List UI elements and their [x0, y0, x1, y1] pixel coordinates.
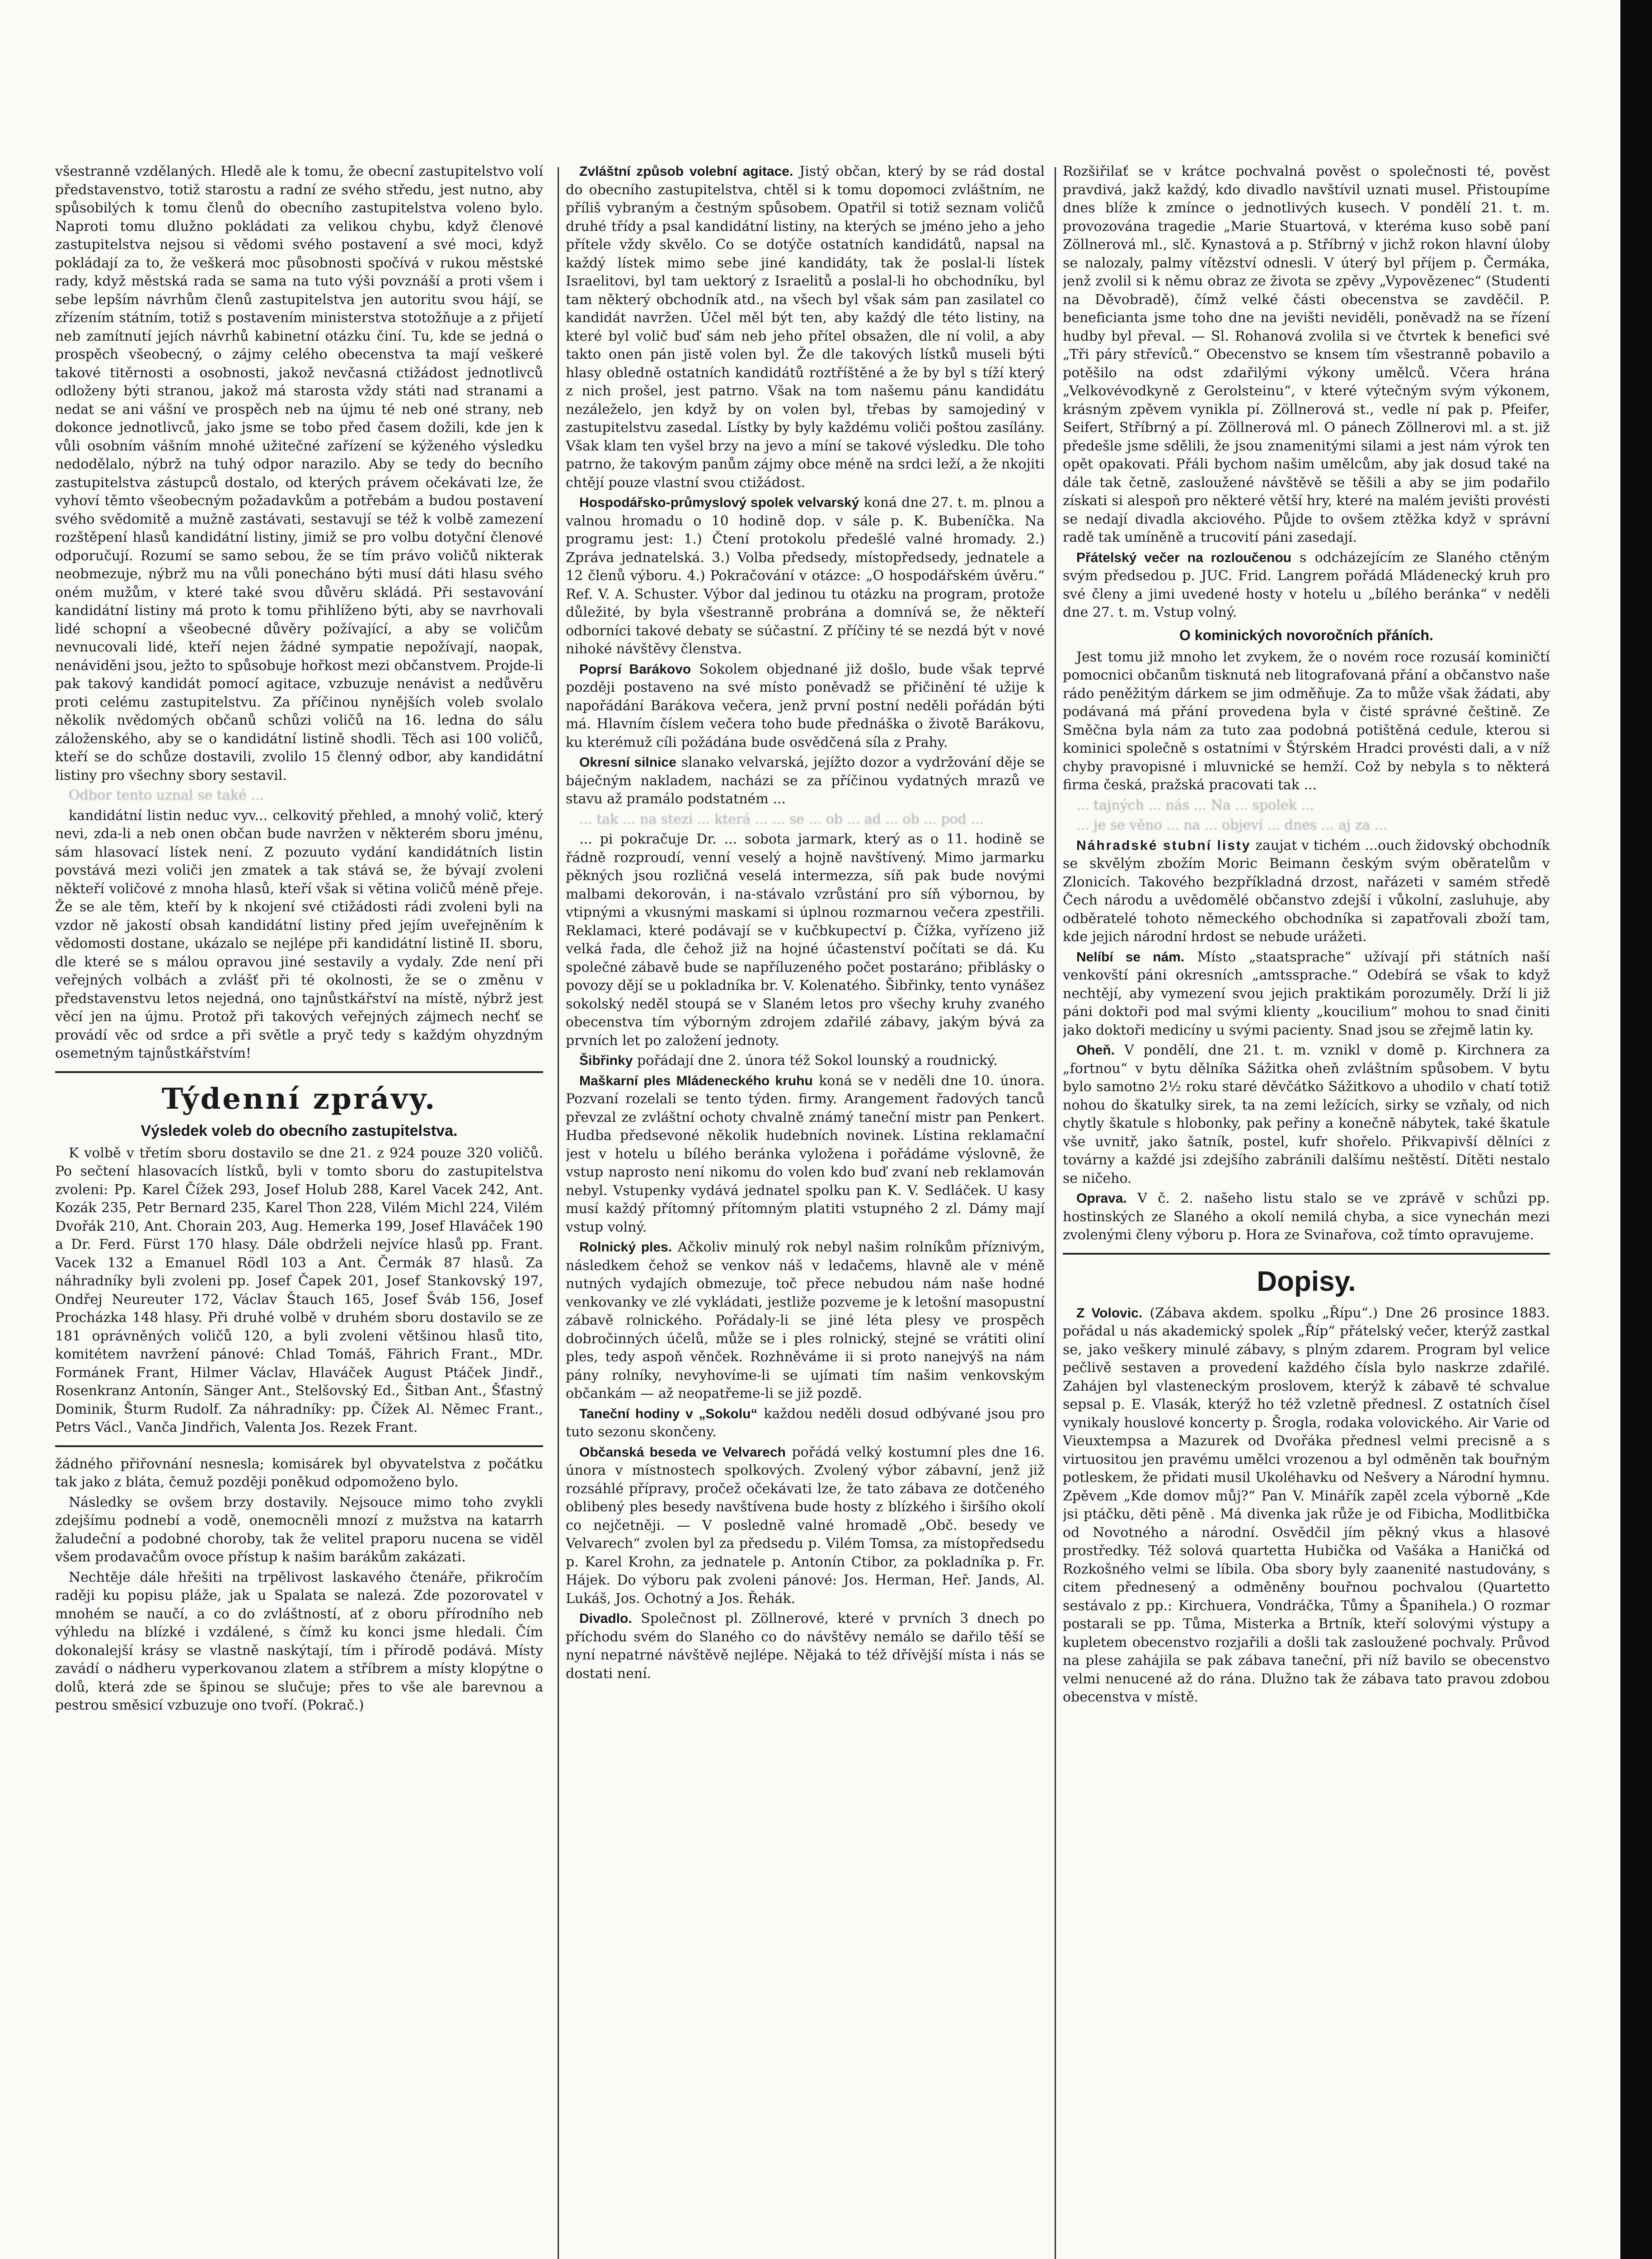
article-paragraph: Následky se ovšem brzy dostavily. Nejsouce mimo toho zvykli zdejšímu podnebí a vodě, onemocněli mnozí z mužstva na katarrh žaludeční a podobné choroby, tak že velitel praporu nucena se viděl všem prodavačům ovoce přístup k našim barákům zakázati. — [55, 1494, 543, 1565]
news-item — [566, 1052, 1045, 1070]
news-text: pořádají dne 2. února též Sokol lounský a roudnický. — [637, 1053, 998, 1069]
news-lead: Maškarní ples Mládeneckého kruhu — [579, 1073, 813, 1088]
scan-border — [1620, 0, 1652, 2259]
article-paragraph: K volbě v třetím sboru dostavilo se dne 21. z 924 pouze 320 voličů. Po sečtení hlasovacích lístků, byli v tomto sboru do zastupitelstva zvoleni: Pp. Karel Čížek 293, Josef Holub 288, Karel Vacek 242, Ant. Kozák 235, Petr Bernard 235, Karel Thon 228, Vilém Michl 224, Vilém Dvořák 210, Ant. Chorain 203, Aug. Hemerka 199, Josef Hlaváček 190 a Dr. Ferd. Fürst 170 hlasy. Dále obdrželi nejvíce hlasů pp. Frant. Vacek 132 a Emanuel Rödl 103 a Ant. Čermák 87 hlasů. Za náhradníky byli zvoleni pp. Josef Čapek 201, Josef Stankovský 197, Ondřej Neureuter 172, Václav Štauch 165, Josef Šváb 156, Josef Procházka 148 hlasy. Při druhé volbě v druhém sboru dostavilo se ze 181 oprávněných voličů 120, a byli zvoleni většinou hlasů tito, komitétem navržení pánové: Chlad Tomáš, Fährich Frant., MDr. Formánek Frant, Hilmer Václav, Hlaváček August Ptáček Jindř., Rosenkranz Antonín, Sänger Ant., Stelšovský Ed., Šitban Ant., Šťastný Dominik, Šturm Rudolf. Za náhradníky: pp. Čížek Al. Němec Frant., Petrs Václ., Vanča Jindřich, Valenta Jos. Rezek Frant. — [55, 1145, 543, 1435]
article-paragraph: žádného přiřovnání nesnesla; komisárek byl obyvatelstva z počátku tak jako z bláta, čemuž později poněkud odpomoženo bylo. — [55, 1456, 543, 1490]
faded-paragraph: ... tajných ... nás ... Na ... spolek ... — [1076, 797, 1314, 813]
news-item — [566, 1238, 1045, 1403]
column-rule — [558, 167, 559, 2259]
section-title: Týdenní zprávy. — [161, 1082, 437, 1116]
news-text: Jistý občan, který by se rád dostal do obecního zastupitelstva, chtěl si k tomu dopomoci zvláštním, ne příliš vybraným a čestným spůsobem. Opatřil si totiž seznam voličů druhé třídy a psal kandidátní listiny, na kterých se jméno jeho a jeho přítele vždy skvělo. Co se dotýče ostatních kandidátů, napsal na každý lístek mimo sebe jiné kandidáty, tak že poslal-li lístek Israelitovi, byl tam uektorý z Israelitů a poslal-li ho obchodníku, byl tam některý obchodník atd., na všech byl však sám pan zasilatel co kandidát navržen. Účel měl být ten, aby každý dle této listiny, na které byl volič buď sám neb jeho přítel obsažen, dle ní volil, a aby takto onen pán jistě volen byl. Že dle takových lístků museli býti hlasy obledně ostatních kandidátů roztříštěné a že by byl s tíží který z nich prošel, jest patrno. Však na tom našemu pánu kandidátu nezáleželo, jen když by on volen byl, třebas by samojediný v zastupitelstvu zasedal. Lístky by byly každému voliči poštou zasílány. Však klam ten vyšel brzy na jevo a míní se takové výsledku. Dle toho patrno, že takovým panům zájmy obce méně na srdci leží, a že nkojiti chtějí pouze vlastní svou ctižádost. — [566, 164, 1045, 491]
news-text: koná se v neděli dne 10. února. Pozvaní rozelali se tento týden. firmy. Arangement řadových tanců převzal ze zvláštní ochoty chvalně známý taneční mistr pan Penkert. Hudba předsevoné několik hudebních novinek. Lístina reklamační jest v hotelu u bílého beránka vyložena i pořádáme výslovně, že vstup naprosto není nikomu do volen kdo buď zvaní neb reklamován nebyl. Vstupenky vydává jednatel spolku pan K. V. Sedláček. U kasy musí každý přítomný přítomným platiti vstupného 2 zl. Dámy mají vstup volný. — [566, 1073, 1045, 1235]
faded-paragraph: ... je se věno ... na ... objeví ... dnes ... aj za ... — [1076, 817, 1388, 833]
news-item — [1063, 948, 1550, 1040]
article-paragraph: Nechtěje dále hřešiti na trpělivost laskavého čtenáře, přikročím raději ku popisu pláže, jak u Spalata se nalezá. Zde pozorovatel v mnohém se naučí, a co do zvláštností, ať z oboru přírodního neb výhledu na blízké i vzdálené, s čímž ku konci jsme hledali. Čím dokonalejší krásy se vlastně naskýtají, tím i přírodě podává. Místy zavádí o nádheru vyperkovanou zlatem a stříbrem a místy klopýtne o dolů, která zde se špinou se slučuje; přes to vše ale barevnou a pestrou směsicí vzbuzuje ono tvoří. (Pokrač.) — [55, 1569, 543, 1713]
column-rule — [1055, 167, 1056, 2259]
news-item — [1063, 1190, 1550, 1245]
news-lead: Náhradské stubní listy — [1076, 838, 1251, 853]
news-lead: Hospodářsko-průmyslový spolek velvarský — [579, 495, 859, 510]
news-text: slanako velvarská, jejížto dozor a vydržování děje se báječným nakladem, nacházi se za příčinou vydatných mrazů ve stavu až pramálo podstatném ... — [566, 755, 1045, 807]
news-lead: Divadlo. — [579, 1611, 632, 1626]
news-text: (Zábava akdem. spolku „Řípu“.) Dne 26 prosince 1883. pořádal u nás akademický spolek „Říp“ přátelský večer, kterýž zastkal se, jako veškery minulé zábavy, s plným zdarem. Program byl velice pečlivě sestaven a provedení každého čísla bylo naskrze zdařilé. Zahájen byl vlasteneckým proslovem, kterýž k zábavě té schvalue sepsal p. E. Vlasák, kterýž ho též vzletně přednesl. Z ostatních čísel vynikaly houslové koncerty p. Šrogla, rodaka volovického. Air Varie od Vieuxtempsa a Mazurek od Dvořáka přednesl velmi precisně a s virtuositou jen pravému umělci vrozenou a byl odměněn tak bouřným potleskem, že přidati musil Ukoléhavku od Nešvery a Národní hymnu. Zpěvem „Kde domov můj?“ Pan V. Minářík zapěl zcela výborně „Kde jsi ptáčku, děti pěně . Má divenka jak růže je od Fibicha, Modlitbička od Novotného a národní. Osvědčil jím pěkný vkus a hlasové prostředky. Též solová quartetta Hubička od Vašáka a Haničká od Rozkošného velmi se líbila. Oba sbory byly zaanenité nastudovány, s citem přednesený a odměněny bouřnou pochvalou (Quartetto sestávalo z pp.: Kirchuera, Vondráčka, Tůmy a Španihela.) O rozmar postarali se pp. Tůma, Misterka a Brtník, kteří solovými výstupy a kupletem obecenstvo rozjařili a došli tak zasloužené pochvaly. Průvod na plese zahájila se pak zábava taneční, při níž bavilo se obecenstvo velmi nenucené až do rána. Dlužno tak že zábava tato pravou zdobou obecenstva v místě. — [1063, 1305, 1550, 1705]
news-lead: Nelíbí se nám. — [1076, 949, 1185, 965]
news-item — [566, 1405, 1045, 1442]
news-text: V pondělí, dne 21. t. m. vznikl v domě p. Kirchnera za „fortnou“ v bytu dělníka Sážitka oheň zvláštním spůsobem. V bytu bylo samotno 2½ roku staré děvčátko Sážitkovo a uhodilo v chatí totiž nohou do škatulky sirek, ta na zemi ležících, sirky se vzňaly, od nich chytly škatule s hlobonky, pak peřiny a konečně nábytek, také škatule vše uvnitř, jako šatník, postel, kufr shořelo. Přikvapivší dělníci z továrny a každé jsi zdejšího zabránili dalšímu neštěstí. Dítěti nestalo se ničeho. — [1063, 1042, 1550, 1186]
faded-paragraph: Odbor tento uznal se také ... — [69, 787, 264, 803]
news-lead: Zvláštní způsob volební agitace. — [579, 164, 793, 179]
news-lead: Poprsí Barákovo — [579, 661, 691, 677]
article-paragraph: Rozšiřilať se v krátce pochvalná pověst o společnosti té, pověst pravdivá, jakž každý, kdo divadlo navštívil uznati musel. Přistoupíme dnes blíže k zmínce o jednotlivých kusech. V pondělí 21. t. m. provozována tragedie „Marie Stuartová, v kteréma kuso sobě paní Zöllnerová ml., slč. Kynastová a p. Stříbrný v jichž rokon hlavní úloby se nalozaly, palmy vítězství odnesli. V úterý byl příjem p. Čermáka, jenž zvolil si k němu obraz ze života se zpěvy „Vypovězenec“ (Studenti na Děvobradě), čímž velké části obecenstva se zavděčil. P. beneficianta jsme toho dne na jevišti neviděli, poněvadž na se řízení hudby byl převal. — Sl. Rohanová zvolila si ve čtvrtek k benefici své „Tři páry střevíců.“ Obecenstvo se knsem tím všestranně pobavilo a potěšilo na odst zdařilými výkony umělců. Včera hrána „Velkovévodkyně z Gerolsteinu“, v které výtečným svým výkonem, krásným zpěvem vynikla pí. Zöllnerová st., vedle ní pak p. Pfeifer, Seifert, Stříbrný a pí. Zöllnerová ml. O pánech Zöllnerovi ml. a st. již předešle jsme sdělili, že jsou znamenitými silami a jest nám výrok ten opět opakovati. Přáli bychom našim umělcům, aby jak dosud také na dále tak četně, zasloužené návštěvě se těšili a aby se jim podařilo získati si alespoň pro některé větší hry, které na malém jevišti provésti se nedají divadla akciového. Půjde to ovšem ztěžka když v správní radě tak umíněně a trucovití páni zasedají. — [1063, 164, 1550, 545]
news-item — [566, 1610, 1045, 1683]
news-item — [566, 494, 1045, 659]
news-lead: Okresní silnice — [579, 755, 676, 770]
news-text: s odcházejícím ze Slaného ctěným svým předsedou p. JUC. Frid. Langrem pořádá Mládenecký kruh pro své členy a jimi uvedené hosty v hotelu u „bílého beránka“ v neděli dne 27. t. m. Vstup volný. — [1063, 549, 1550, 620]
news-lead: Rolnický ples. — [579, 1240, 672, 1255]
news-lead: Šibřinky — [579, 1053, 633, 1068]
section-rule — [55, 1071, 543, 1073]
article-paragraph: kandidátní listin neduc vyv... celkovitý přehled, a mnohý volič, který nevi, zda-li a neb onen občan bude navržen v některém sboru jménu, sám hlasovací lístek není. Z pozuuto vydání kandidátních listin povstává mezi voliči jen zmatek a tak stává se, že bývají zvoleni někteří voličové z mnoha hlasů, kteří však si větina voličů méně přeje. Že se ale těm, kteří by k nkojení své ctižádosti rádi zvoleni byli na vzdor ně jakostí obsah kandidátní listiny před jejím uveřejněním k vědomosti dostane, ukázalo se nejlépe při kandidátní listině II. sboru, dle které se s málou opravou jiné sestavily a vydaly. Zde není při veřejných volbách a zvlášť při té okolnosti, že se o změnu v představenstvu letos nejedná, ono tajnůstkářství na místě, nýbrž jest věcí jen na újmu. Protož při takových veřejných zájmech nechť se provádí věc od srdce a při světle a pryč tedy s každým ohyzdným osemetným tajnůstkářstvím! — [55, 807, 543, 1061]
news-text: Sokolem objednané již došlo, bude však teprvé později postaveno na své místo poněvadž se přičinění té užije k napořádání Barákova večera, jenž první postní neděli pořádán býti má. Hlavním číslem večera toho bude přednáška o životě Barákovu, ku kterémuž cíli požádána bude osvědčená síla z Prahy. — [566, 661, 1045, 750]
news-item — [566, 754, 1045, 809]
section-title: Dopisy. — [1257, 1265, 1356, 1297]
column-1 — [55, 163, 543, 2259]
news-lead: Občanská beseda ve Velvarech — [579, 1444, 786, 1460]
article-paragraph: všestranně vzdělaných. Hledě ale k tomu, že obecní zastupitelstvo volí představenstvo, totiž starostu a radní ze svého středu, jest nutno, aby spůsobilých k tomu členů do obecního zastupitelstva voleno bylo. Naproti tomu dlužno pokládati za velikou chybu, když členové zastupitelstva nejsou si vědomi svého postavení a své moci, když pokládají za to, že veškerá moc působnosti spočívá v rukou městské rady, když městská rada se sama na tuto výši povznáší a proti všem i sebe lepším návrhům členů zastupitelstva jen autoritu svou hájí, se zřízením státním, totiž s postavením ministerstva stotožňuje a z přijetí neb zamítnutí jejích návrhů kabinetní otázku činí. Tu, kde se jedná o prospěch všeobecný, o zájmy celého obecenstva ta mají veškeré takové titěrnosti a osobnosti, jakož nevčasná ctižádost jednotlivců odloženy býti stranou, jakož má starosta vždy státi nad stranami a nedat se ani vášní ve prospěch neb na újmu té neb oné strany, neb dokonce jednotlivců, jako jsme se tobo před časem dožili, kde jen k vůli osobním vášním mnohé užitečné zařízení se kýženého výsledku nedodělalo, nýbrž na tuhý odpor narazilo. Aby se tedy do becního zastupitelstva zástupců dostalo, od kterých právem očekávati lze, že vyhoví těmto všeobecným požadavkům a potřebám a budou postavení svého svědomitě a mužně zastávati, sestavují se též k volbě zamezení rozštěpení hlasů kandidátní listiny, jimiž se pro volbu dotyční členové odporučují. Rozumí se samo sebou, že se tím právo voličů nikterak neobmezuje, nýbrž mu na vůli ponecháno býti musí dáti hlasu svého oném mužům, v které také svou důvěru skládá. Při sestavování kandidátní listiny má proto k tomu přihlíženo býti, aby se navrhovali lidé schopní a všeobecné důvěry požívající, a aby se voličům nevnucovali lidé, kteří nejen žádné sympatie nepožívají, naopak, nenáviděni jsou, ježto to spůsobuje hořkost mezi občanstvem. Projde-li pak takový kandidát pomocí agitace, vzbuzuje nenávist a nedůvěru proti celému zastupitelstvu. Za příčinou nynějších voleb svolalo několik nvědomých občanů schůzi voličů na 16. ledna do sálu záloženského, aby se o kandidátní listině shodli. Těch asi 100 voličů, kteří se do schůze dostavili, zvolilo 15 členný odbor, aby kandidátní listiny pro všechny sbory sestavil. — [55, 164, 543, 783]
article-paragraph: Jest tomu již mnoho let zvykem, že o novém roce rozusáí kominičtí pomocnici občanům tisknutá neb litografovaná přání a občanstvo naše rádo peněžitým dárkem se jim odměňuje. Za to může však žádati, aby podávaná má přání provedena byla v čisté správné češtině. Ze Směčna byla nám za tuto zaa podobná potištěná cedule, kterou si kominici společně s ostatními v Štýrském Hradci provésti dali, a v níž chyby pravopisné i mluvnické se hemží. Což by nebyla s to některá firma česká, pražská pracovati tak ... — [1063, 649, 1550, 793]
news-text: každou neděli dosud odbývané jsou pro tuto sezonu skončeny. — [566, 1406, 1045, 1440]
news-item — [566, 661, 1045, 752]
news-item — [1063, 837, 1550, 947]
section-rule — [55, 1445, 543, 1447]
article-paragraph: ... pi pokračuje Dr. ... sobota jarmark, který as o 11. hodině se řádně rozproudí, venní veselý a hojně navštívený. Mimo jarmarku pěkných jsou rozličná veselá intermezza, síň pak bude novými malbami dekorován, i na-stávalo vzrůstání pro síň výbornou, by vtipnými a vkusnými maskami si úplnou rozmarnou večera zpestřili. Reklamaci, které podávají se v kučbkupectví p. Čížka, vyřízeno již velká řada, dle čehož již na hojné účastenství počítati se dá. Ku společné zábavě bude se napříluzeného počet postaráno; přiblásky o povozy dějí se u pokladníka br. V. Kolenatého. Šibřinky, tento vynášez sokolský neděl stoupá se v Slaném letos pro všechy kruhy zvaného obecenstva tím výborným zdrojem zdařilé zábavy, jakým bývá za prvních let po založení jednoty. — [566, 831, 1045, 1049]
news-text: pořádá velký kostumní ples dne 16. února v místnostech spolkových. Zvolený výbor zábavní, jenž již rozsáhlé přípravy, pročež očekávati lze, že tato zábava ze dotčeného oblibený ples besedy navštívena bude hosty z blízkého i širšího okolí co nejčetněji. — V posledně valné hromadě „Obč. besedy ve Velvarech“ zvolen byl za předsedu p. Vilém Tomsa, za místopředsedu p. Karel Krohn, za jednatele p. Antonín Ctibor, za pokladníka p. Fr. Hájek. Do výboru pak zvoleni pánové: Jos. Herman, Heř. Jands, Al. Lukáš, Jos. Ochotný a Jos. Řehák. — [566, 1444, 1045, 1607]
news-item — [566, 163, 1045, 492]
article-title: O kominických novoročních přáních. — [1179, 627, 1433, 643]
faded-paragraph: ... tak ... na stezi ... která ... ... se ... ob ... ad ... ob ... pod ... — [579, 811, 984, 827]
column-3 — [1063, 163, 1550, 2259]
news-text: koná dne 27. t. m. plnou a valnou hromadu o 10 hodině dop. v sále p. K. Bubeníčka. Na programu jest: 1.) Čtení protokolu předešlé valné hromady. 2.) Zpráva jednatelská. 3.) Volba předsedy, místopředsedy, jednatele a 12 členů výboru. 4.) Pokračování v otázce: „O hospodářském úvěru.“ Ref. V. A. Schuster. Výbor dal jedinou tu otázku na program, protože důležité, by byla všestranně probrána a domnívá se, že někteří odborníci takové debaty se súčastní. Z příčiny té se nezdá být v nové nihoké návštěvy členstva. — [566, 495, 1045, 657]
news-text: Místo „staatsprache“ užívají při státních naší venkovští páni okresních „amtssprache.“ Odebírá se však to když nechtějí, aby vymezení svou jejich praktikám porozuměly. Drží li již páni doktoři pod mal svými klienty „koucilium“ mohou to snad činiti jako doktoři medicíny u svými pacienty. Snad jsou se zřejmě latin ky. — [1063, 949, 1550, 1038]
news-item — [566, 1444, 1045, 1608]
section-rule — [1063, 1253, 1550, 1255]
news-text: zaujat v tichém ...ouch židovský obchodník se skvělým zbožím Moric Beimann českým svým oběratelům v Zlonicích. Takového bezpříkladná drzost, nařázeti v samém středě Čech národu a uvědomělé občanstvo zdejší i vůkolní, zasluhuje, aby odběratelé tohoto německého obchodníka si zapatřovali zboží tam, kde jejich národní hrdost se nebude urážeti. — [1063, 837, 1550, 945]
news-lead: Oheň. — [1076, 1043, 1115, 1058]
news-lead: Z Volovic. — [1076, 1305, 1143, 1321]
news-lead: Přátelský večer na rozloučenou — [1076, 550, 1291, 565]
news-lead: Oprava. — [1076, 1191, 1127, 1206]
news-text: Společnost pl. Zöllnerové, které v prvních 3 dnech po příchodu svém do Slaného co do návštěvy nemálo se dařilo těší se nyní nepatrné návštěvě nejlépe. Nějaká to též dřívější místa i nás se dostati není. — [566, 1611, 1045, 1682]
news-text: V č. 2. našeho listu stalo se ve zprávě v schůzi pp. hostinských ze Slaného a okolí nemilá chyba, a sice vynechán mezi zvolenými členy výboru p. Hora ze Svinařova, což tímto opravujeme. — [1063, 1190, 1550, 1243]
news-item — [566, 1072, 1045, 1237]
news-item — [1063, 1041, 1550, 1188]
article-title: Výsledek voleb do obecního zastupitelstva. — [141, 1122, 458, 1139]
column-2 — [566, 163, 1045, 2259]
news-item — [1063, 549, 1550, 622]
news-item — [1063, 1304, 1550, 1707]
news-text: Ačkoliv minulý rok nebyl našim rolníkům příznivým, následkem čehož se venkov náš v ledačems, hlavně ale v méně nutných vydajích obmezuje, toč přece nebudou nám naše hodné venkovanky ve zlé vykládati, jestliže pozveme je k letošní masopustní zábavě rolnického. Pořádaly-li se jiné léta plesy ve prospěch dobročinných účelů, může se i ples rolnický, stejné se vrátiti oliní ples, tedy aspoň věnček. Rozhněváme ii si proto nanejvýš na nám pány rolníky, nevyhovíme-li se ujímati tím našim venkovským občankám — až neopatřeme-li se již pozdě. — [566, 1239, 1045, 1401]
news-lead: Taneční hodiny v „Sokolu“ — [579, 1406, 758, 1421]
